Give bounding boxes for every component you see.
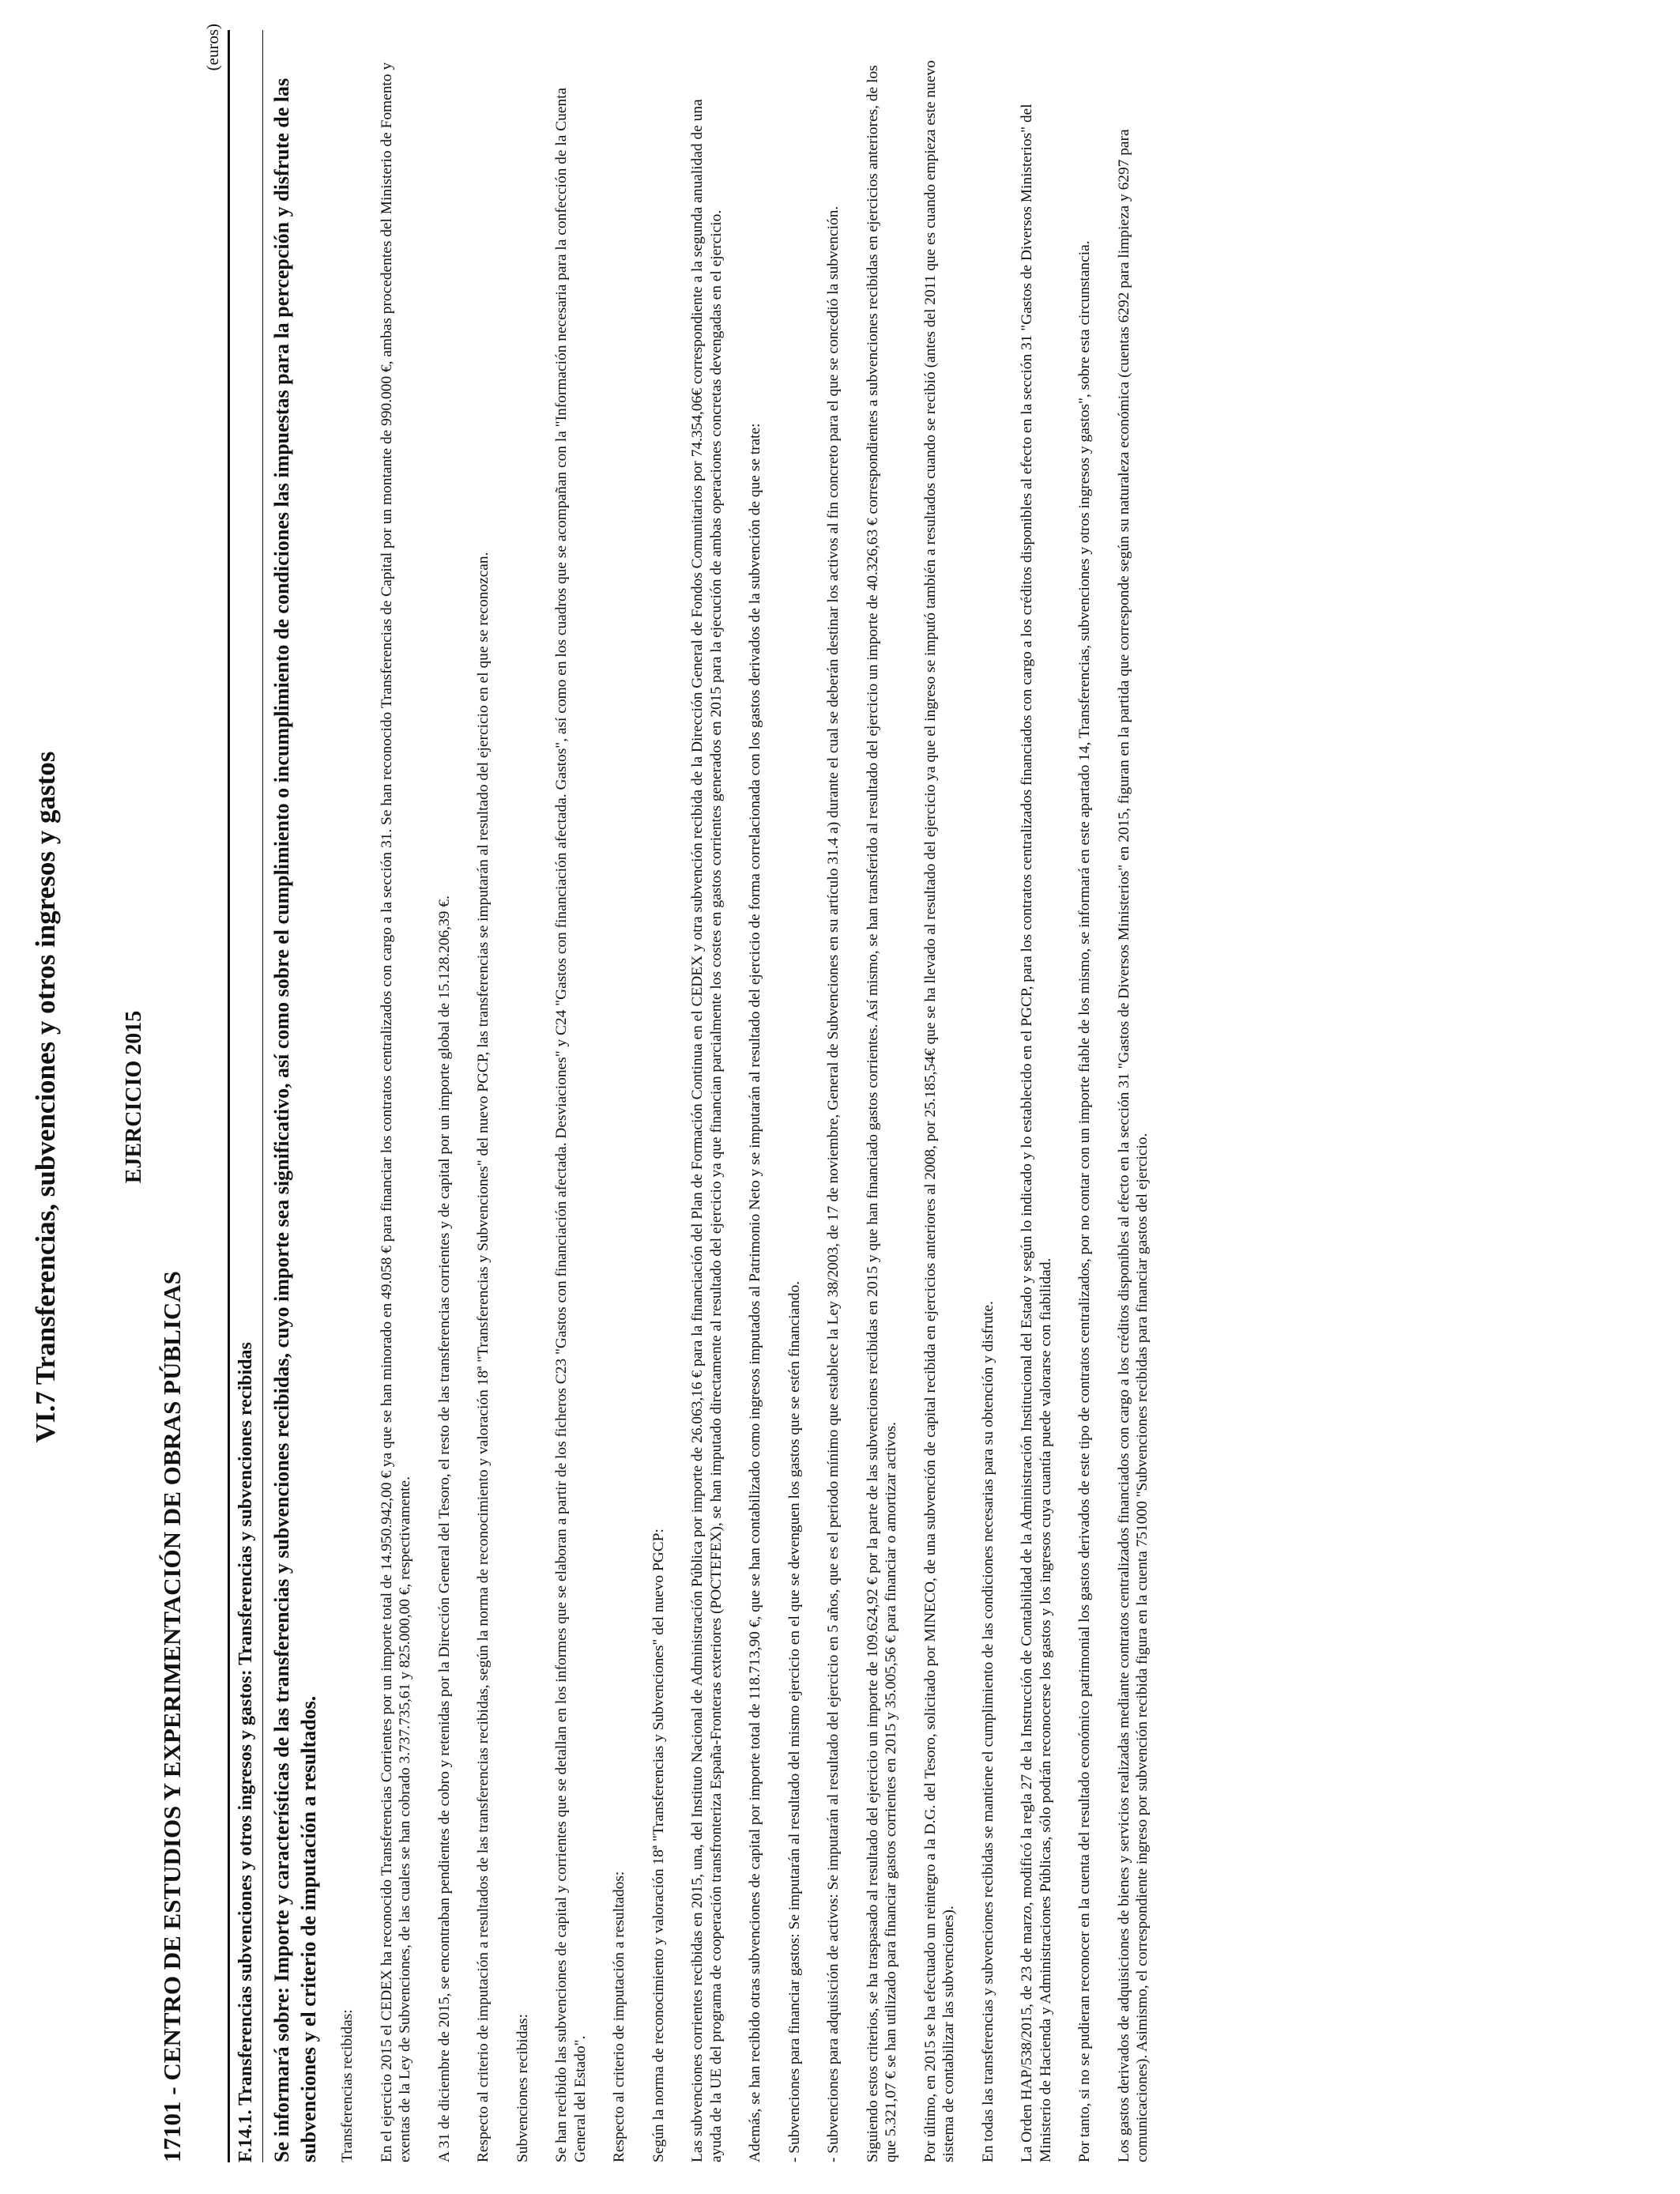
section-title: 17101 - CENTRO DE ESTUDIOS Y EXPERIMENTACIÓN DE OBRAS PÚBLICAS [158, 1271, 186, 2162]
paragraph: Respecto al criterio de imputación a resultados: [611, 1871, 627, 2162]
paragraph: Siguiendo estos criterios, se ha traspasado al resultado del ejercicio un importe de 109.624,92 € por la parte de las subvenciones recibidas en 2015 y que han financiado gastos corrientes. Así mismo, se han transferido al resultado del ejercicio un importe de 40.326,63 € correspondientes a subvenciones recibidas en ejercicios anteriores, de los que 5.321,07 € se han utilizado para financiar gastos corrientes en 2015 y 35.005,56 € para financiar o amortizar activos. [864, 65, 899, 2162]
paragraph: Las subvenciones corrientes recibidas en 2015, una, del Instituto Nacional de Administración Pública por importe de 26.063,16 € para la financiación del Plan de Formación Continua en el CEDEX y otra subvención recibida de la Dirección General de Fondos Comunitarios por 74.354,06€ correspondiente a la segunda anualidad de una ayuda de la UE del programa de cooperación transfronteriza España-Fronteras exteriores (POCTEFEX), se han imputado directamente al resultado del ejercicio ya que financian parcialmente los costes en gastos corrientes generados en 2015 para la ejecución de ambas operaciones concretas devengadas en el ejercicio. [689, 99, 725, 2162]
paragraph: Según la norma de reconocimiento y valoración 18ª "Transferencias y Subvenciones" del nuevo PGCP: [650, 1529, 667, 2162]
page-title: VI.7 Transferencias, subvenciones y otros ingresos y gastos [30, 751, 61, 1443]
subsection-title: F.14.1. Transferencias subvenciones y otros ingresos y gastos: Transferencias y subvenciones recibidas [235, 1342, 256, 2162]
paragraph: Por último, en 2015 se ha efectuado un reintegro a la D.G. del Tesoro, solicitado por MINECO, de una subvención de capital recibida en ejercicios anteriores al 2008, por 25.185,54€ que se ha llevado al resultado del ejercicio ya que el ingreso se imputó también a resultados cuando se recibió (antes del 2011 que es cuando empieza este nuevo sistema de contabilizar las subvenciones). [921, 60, 957, 2162]
paragraph: En el ejercicio 2015 el CEDEX ha reconocido Transferencias Corrientes por un importe total de 14.950.942,00 € ya que se han minorado en 49.058 € para financiar los contratos centralizados con cargo a la sección 31. Se han reconocido Transferencias de Capital por un montante de 990.000 €, ambas procedentes del Ministerio de Fomento y exentas de la Ley de Subvenciones, de las cuales se han cobrado 3.737.735,61 y 825.000,00 €, respectivamente. [378, 62, 413, 2162]
subsection-divider [262, 30, 263, 2162]
intro-paragraph: Se informará sobre: Importe y características de las transferencias y subvenciones recibidas, cuyo importe sea significativo, así como sobre el cumplimiento o incumplimiento de condiciones las impuestas para la percepción y disfrute de las subvenciones y el criterio de imputación a resultados. [270, 77, 320, 2162]
paragraph: A 31 de diciembre de 2015, se encontraban pendientes de cobro y retenidas por la Dirección General del Tesoro, el resto de las transferencias corrientes y de capital por un importe global de 15.128.206,39 €. [435, 895, 453, 2162]
paragraph: La Orden HAP/538/2015, de 23 de marzo, modificó la regla 27 de la Instrucción de Contabilidad de la Administración Institucional del Estado y según lo indicado y lo establecido en el PGCP, para los contratos centralizados financiados con cargo a los créditos disponibles al efecto en la sección 31 "Gastos de Diversos Ministerios" del Ministerio de Hacienda y Administraciones Públicas, sólo podrán reconocerse los gastos y los ingresos cuya cuantía puede valorarse con fiabilidad. [1019, 104, 1054, 2162]
top-divider [228, 30, 230, 2162]
paragraph: Subvenciones recibidas: [514, 2014, 531, 2162]
paragraph: Además, se han recibido otras subvenciones de capital por importe total de 118.713,90 €, que se han contabilizado como ingresos imputados al Patrimonio Neto y se imputarán al resultado del ejercicio de forma correlacionada con los gastos derivados de la subvención de que se trate: [747, 423, 763, 2162]
paragraph: Los gastos derivados de adquisiciones de bienes y servicios realizadas mediante contratos centralizados financiados con cargo a los créditos disponibles al efecto en la sección 31 "Gastos de Diversos Ministerios" en 2015, figuran en la partida que corresponde según su naturaleza económica (cuentas 6292 para limpieza y 6297 para comunicaciones). Asimismo, el correspondiente ingreso por subvención recibida figura en la cuenta 751000 "Subvenciones recibidas para financiar gastos del ejercicio. [1115, 129, 1151, 2162]
paragraph: - Subvenciones para financiar gastos: Se imputarán al resultado del mismo ejercicio en el que se devenguen los gastos que se estén financiando. [785, 1280, 803, 2162]
paragraph: En todas las transferencias y subvenciones recibidas se mantiene el cumplimiento de las condiciones necesarias para su obtención y disfrute. [979, 1301, 996, 2162]
paragraph: - Subvenciones para adquisición de activos: Se imputarán al resultado del ejercicio en 5 años, que es el periodo mínimo que establece la Ley 38/2003, de 17 de noviembre, General de Subvenciones en su artículo 31.4 a) durante el cual se deberán destinar los activos al fin concreto para el que se concedió la subvención. [825, 205, 842, 2162]
paragraph: Por tanto, si no se pudieran reconocer en la cuenta del resultado económico patrimonial los gastos derivados de este tipo de contratos centralizados, por no contar con un importe fiable de los mismo, se informará en este apartado 14, Transferencias, subvenciones y otros ingresos y gastos", sobre esta circunstancia. [1076, 240, 1093, 2162]
paragraph: Transferencias recibidas: [339, 2009, 356, 2162]
paragraph: Se han recibido las subvenciones de capital y corrientes que se detallan en los informes que se elaboran a partir de los ficheros C23 "Gastos con financiación afectada. Desviaciones" y C24 "Gastos con financiación afectada. Gastos", así como en los cuadros que se acompañan con la "Información necesaria para la confección de la Cuenta General del Estado". [553, 87, 589, 2162]
currency-note: (euros) [203, 24, 222, 71]
body-text [338, 60, 1173, 2162]
exercise-heading: EJERCICIO 2015 [122, 1010, 146, 1184]
paragraph: Respecto al criterio de imputación a resultados de las transferencias recibidas, según la norma de reconocimiento y valoración 18ª "Transferencias y Subvenciones" del nuevo PGCP, las transferencias se imputarán al resultado del ejercicio en el que se reconozcan. [475, 552, 492, 2162]
